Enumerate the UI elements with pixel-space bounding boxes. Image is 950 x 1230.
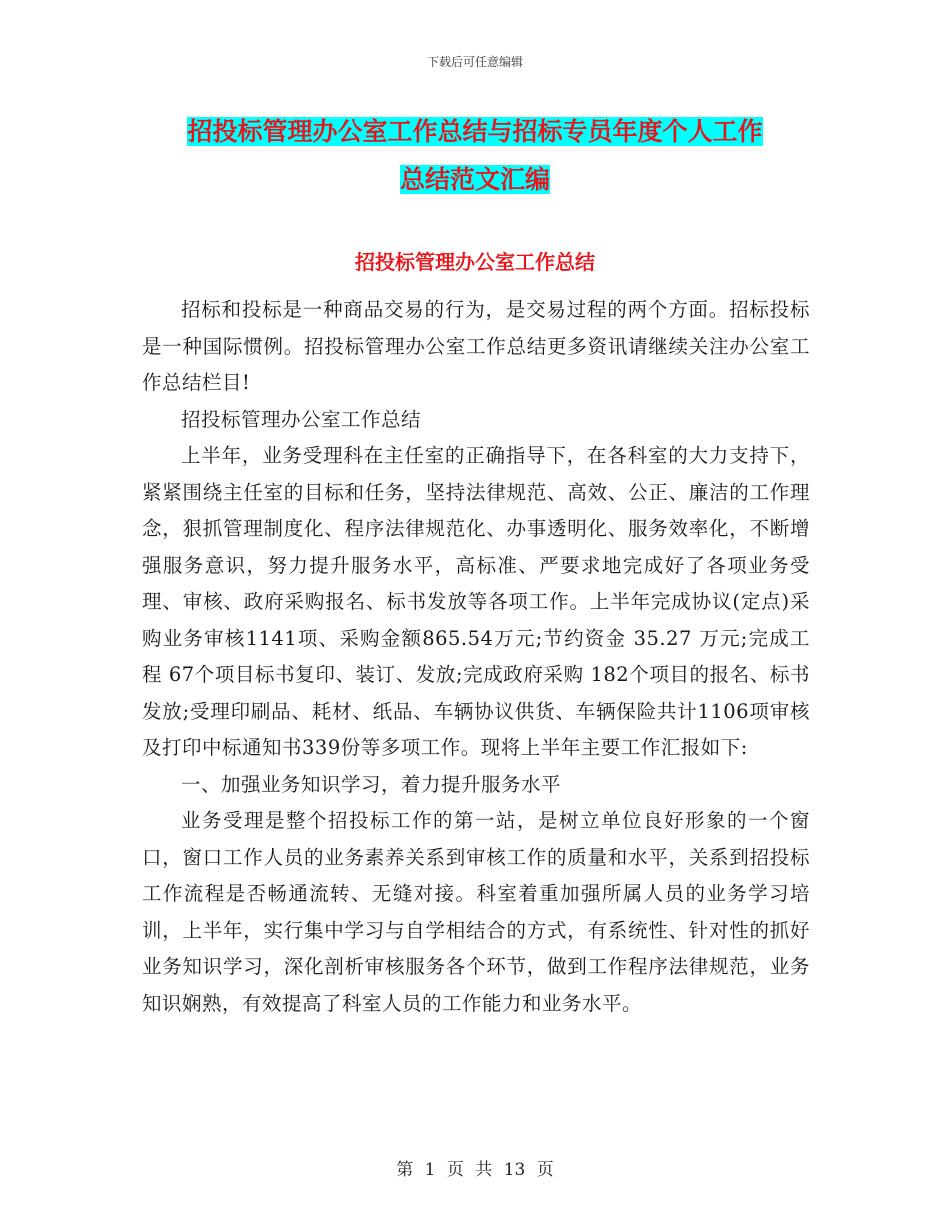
section-title: 招投标管理办公室工作总结 (355, 250, 595, 274)
document-title (140, 108, 810, 204)
paragraph-intro: 招标和投标是一种商品交易的行为，是交易过程的两个方面。招标投标是一种国际惯例。招投标管理办公室工作总结更多资讯请继续关注办公室工作总结栏目! (142, 298, 810, 394)
paragraph-heading-one: 一、加强业务知识学习，着力提升服务水平 (181, 772, 562, 796)
paragraph-summary: 上半年，业务受理科在主任室的正确指导下，在各科室的大力支持下，紧紧围绕主任室的目标和任务，坚持法律规范、高效、公正、廉洁的工作理念，狠抓管理制度化、程序法律规范化、办事透明化、服务效率化，不断增强服务意识，努力提升服务水平，高标准、严要求地完成好了各项业务受理、审核、政府采购报名、标书发放等各项工作。上半年完成协议(定点)采购业务审核1141项、采购金额865.54万元;节约资金 35.27 万元;完成工程 67个项目标书复印、装订、发放;完成政府采购 182个项目的报名、标书发放;受理印刷品、耗材、纸品、车辆协议供货、车辆保险共计1106项审核及打印中标通知书339份等多项工作。现将上半年主要工作汇报如下: (142, 444, 810, 759)
header-note: 下载后可任意编辑 (426, 55, 523, 69)
document-body (142, 292, 810, 1022)
document-title-line2: 总结范文汇编 (399, 165, 550, 194)
paragraph-subtitle: 招投标管理办公室工作总结 (181, 407, 422, 431)
page-footer: 第 1 页 共 13 页 (396, 1160, 554, 1180)
document-title-line1: 招投标管理办公室工作总结与招标专员年度个人工作 (187, 117, 763, 146)
paragraph-business: 业务受理是整个招投标工作的第一站，是树立单位良好形象的一个窗口，窗口工作人员的业务素养关系到审核工作的质量和水平，关系到招投标工作流程是否畅通流转、无缝对接。科室着重加强所属人员的业务学习培训，上半年，实行集中学习与自学相结合的方式，有系统性、针对性的抓好业务知识学习，深化剖析审核服务各个环节，做到工作程序法律规范，业务知识娴熟，有效提高了科室人员的工作能力和业务水平。 (142, 809, 810, 1015)
